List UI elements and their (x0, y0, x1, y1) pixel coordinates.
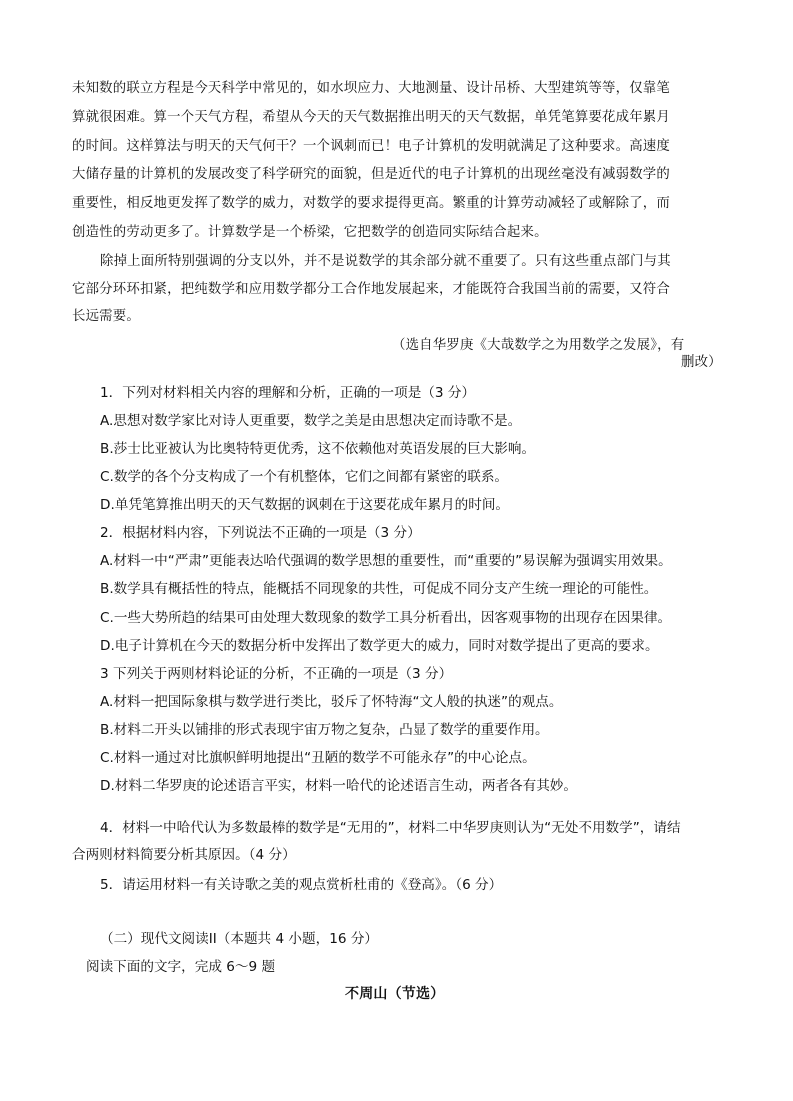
question-option: B.莎士比亚被认为比奥特特更优秀，这不依赖他对英语发展的巨大影响。 (100, 441, 536, 457)
question-option: C.一些大势所趋的结果可由处理大数现象的数学工具分析看出，因客观事物的出现存在因果律。 (100, 610, 672, 626)
article-title: 不周山（节选） (345, 986, 445, 1002)
question-option: B.数学具有概括性的特点，能概括不同现象的共性，可促成不同分支产生统一理论的可能性。 (100, 581, 658, 597)
passage-line: 除掉上面所特别强调的分支以外，并不是说数学的其余部分就不重要了。只有这些重点部门与其 (100, 254, 671, 269)
question-stem: 2．根据材料内容，下列说法不正确的一项是（3 分） (100, 525, 421, 541)
passage-line: 大储存量的计算机的发展改变了科学研究的面貌，但是近代的电子计算机的出现丝毫没有减弱数学的 (72, 167, 670, 182)
question-stem: 3 下列关于两则材料论证的分析，不正确的一项是（3 分） (100, 666, 453, 682)
question-stem: 5．请运用材料一有关诗歌之美的观点赏析杜甫的《登高》。（6 分） (100, 877, 503, 893)
question-option: D.材料二华罗庚的论述语言平实，材料一哈代的论述语言生动，两者各有其妙。 (100, 778, 577, 794)
question-stem: 1．下列对材料相关内容的理解和分析，正确的一项是（3 分） (100, 385, 476, 401)
question-option: A.思想对数学家比对诗人更重要，数学之美是由思想决定而诗歌不是。 (100, 413, 522, 429)
question-option: B.材料二开头以铺排的形式表现宇宙万物之复杂，凸显了数学的重要作用。 (100, 722, 549, 738)
question-option: C.材料一通过对比旗帜鲜明地提出“丑陋的数学不可能永存”的中心论点。 (100, 750, 536, 766)
source-citation: （选自华罗庚《大哉数学之为用数学之发展》，有 (392, 338, 685, 353)
section-heading: （二）现代文阅读II（本题共 4 小题，16 分） (100, 931, 379, 947)
passage-line: 创造性的劳动更多了。计算数学是一个桥梁，它把数学的创造同实际结合起来。 (72, 225, 548, 240)
question-option: D.单凭笔算推出明天的天气数据的讽刺在于这要花成年累月的时间。 (100, 497, 510, 513)
question-option: C.数学的各个分支构成了一个有机整体，它们之间都有紧密的联系。 (100, 469, 509, 485)
section-instruction: 阅读下面的文字，完成 6～9 题 (86, 959, 276, 975)
passage-line: 的时间。这样算法与明天的天气何干？一个讽刺而已！电子计算机的发明就满足了这种要求。高速度 (72, 139, 670, 154)
passage-line: 算就很困难。算一个天气方程，希望从今天的天气数据推出明天的天气数据，单凭笔算要花成年累月 (72, 110, 670, 125)
passage-line: 未知数的联立方程是今天科学中常见的，如水坝应力、大地测量、设计吊桥、大型建筑等等，仅靠笔 (72, 81, 670, 96)
passage-line: 重要性，相反地更发挥了数学的威力，对数学的要求提得更高。繁重的计算劳动减轻了或解除了，而 (72, 196, 670, 211)
question-stem: 合两则材料简要分析其原因。（4 分） (72, 847, 296, 863)
question-option: D.电子计算机在今天的数据分析中发挥出了数学更大的威力，同时对数学提出了更高的要求。 (100, 638, 659, 654)
question-option: A.材料一中“严肃”更能表达哈代强调的数学思想的重要性，而“重要的”易误解为强调实用效果。 (100, 553, 672, 569)
passage-line: 长远需要。 (72, 309, 140, 324)
source-citation: 删改） (681, 355, 722, 370)
question-option: A.材料一把国际象棋与数学进行类比，驳斥了怀特海“文人般的执迷”的观点。 (100, 694, 563, 710)
passage-line: 它部分环环扣紧，把纯数学和应用数学都分工合作地发展起来，才能既符合我国当前的需要，又符合 (72, 282, 670, 297)
question-stem: 4．材料一中哈代认为多数最棒的数学是“无用的”，材料二中华罗庚则认为“无处不用数学”，请结 (100, 820, 681, 836)
